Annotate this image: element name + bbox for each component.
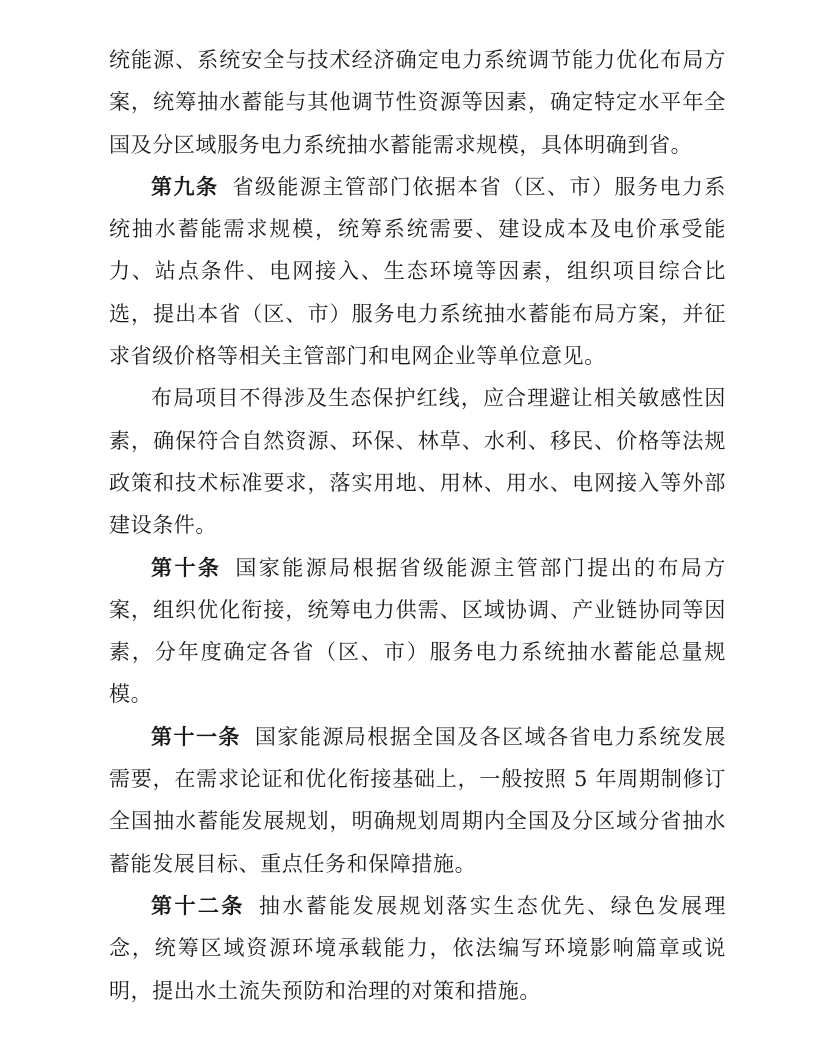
article-9 xyxy=(109,166,726,377)
article-10-heading: 第十条 xyxy=(151,555,222,580)
article-9-heading: 第九条 xyxy=(151,174,219,199)
article-12-text: 抽水蓄能发展规划落实生态优先、绿色发展理念，统筹区域资源环境承载能力，依法编写环境影响篇章或说明，提出水土流失预防和治理的对策和措施。 xyxy=(109,893,726,1003)
article-12 xyxy=(109,885,726,1012)
paragraph-text: 统能源、系统安全与技术经济确定电力系统调节能力优化布局方案，统筹抽水蓄能与其他调节性资源等因素，确定特定水平年全国及分区域服务电力系统抽水蓄能需求规模，具体明确到省。 xyxy=(109,48,726,157)
document-body xyxy=(109,39,726,1012)
article-11-heading: 第十一条 xyxy=(151,724,241,749)
article-9-paragraph-2 xyxy=(109,377,726,546)
article-10-text: 国家能源局根据省级能源主管部门提出的布局方案，组织优化衔接，统筹电力供需、区域协调、产业链协同等因素，分年度确定各省（区、市）服务电力系统抽水蓄能总量规模。 xyxy=(109,555,726,707)
article-11 xyxy=(109,716,726,885)
article-12-heading: 第十二条 xyxy=(151,893,245,918)
article-11-text: 国家能源局根据全国及各区域各省电力系统发展需要，在需求论证和优化衔接基础上，一般按照 5 年周期制修订全国抽水蓄能发展规划，明确规划周期内全国及分区域分省抽水蓄能发展目标、重点任务和保障措施。 xyxy=(109,724,726,876)
paragraph-continuation xyxy=(109,39,726,166)
article-9-text: 省级能源主管部门依据本省（区、市）服务电力系统抽水蓄能需求规模，统筹系统需要、建设成本及电价承受能力、站点条件、电网接入、生态环境等因素，组织项目综合比选，提出本省（区、市）服务电力系统抽水蓄能布局方案，并征求省级价格等相关主管部门和电网企业等单位意见。 xyxy=(109,174,726,369)
paragraph-text: 布局项目不得涉及生态保护红线，应合理避让相关敏感性因素，确保符合自然资源、环保、林草、水利、移民、价格等法规政策和技术标准要求，落实用地、用林、用水、电网接入等外部建设条件。 xyxy=(109,386,726,538)
article-10 xyxy=(109,547,726,716)
